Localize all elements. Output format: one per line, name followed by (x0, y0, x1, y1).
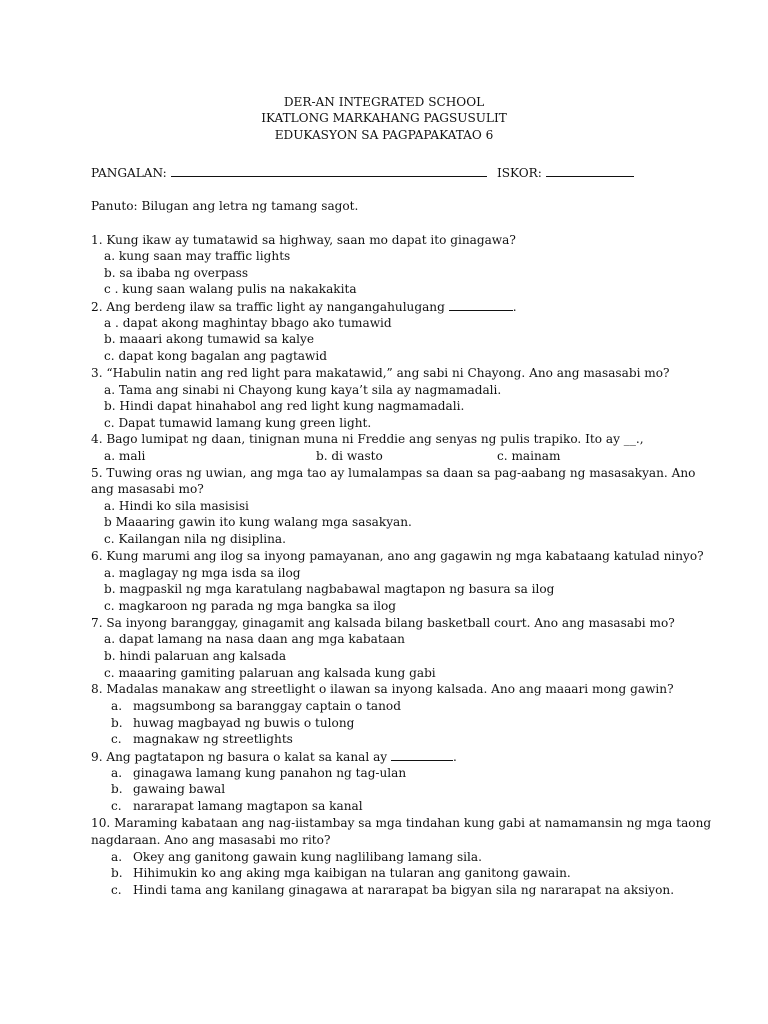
choice-10c-letter: c. (111, 883, 122, 897)
question-6: 6. Kung marumi ang ilog sa inyong pamayanan, ano ang gagawin ng mga kabataang katulad ninyo? (91, 549, 704, 563)
choice-4a[interactable]: a. mali (104, 449, 146, 463)
choice-9a-letter: a. (111, 766, 123, 780)
choice-9c-letter: c. (111, 799, 122, 813)
choice-9c[interactable]: nararapat lamang magtapon sa kanal (133, 799, 363, 813)
choice-8b[interactable]: huwag magbayad ng buwis o tulong (133, 716, 355, 730)
question-5-line-2: ang masasabi mo? (91, 482, 204, 496)
school-name: DER-AN INTEGRATED SCHOOL (283, 95, 485, 109)
question-10-line-2: nagdaraan. Ano ang masasabi mo rito? (91, 833, 331, 847)
choice-10b[interactable]: Hihimukin ko ang aking mga kaibigan na tularan ang ganitong gawain. (133, 866, 571, 880)
choice-7a[interactable]: a. dapat lamang na nasa daan ang mga kabataan (104, 632, 405, 646)
choice-6a[interactable]: a. maglagay ng mga isda sa ilog (104, 566, 301, 580)
choice-7b[interactable]: b. hindi palaruan ang kalsada (104, 649, 287, 663)
choice-8b-letter: b. (111, 716, 123, 730)
score-blank[interactable] (546, 165, 634, 177)
choice-6b[interactable]: b. magpaskil ng mga karatulang nagbabawal magtapon ng basura sa ilog (104, 582, 555, 596)
question-10-line-1: 10. Maraming kabataan ang nag-iistambay sa mga tindahan kung gabi at namamansin ng mga taong (91, 816, 712, 830)
choice-9a[interactable]: ginagawa lamang kung panahon ng tag-ulan (133, 766, 407, 780)
name-field (91, 165, 487, 181)
choice-4b[interactable]: b. di wasto (316, 449, 383, 463)
choice-10a-letter: a. (111, 850, 123, 864)
choice-9b-letter: b. (111, 782, 123, 796)
question-5-line-1: 5. Tuwing oras ng uwian, ang mga tao ay lumalampas sa daan sa pag-aabang ng masasakyan. Ano (91, 466, 696, 480)
choice-4c[interactable]: c. mainam (497, 449, 561, 463)
choice-1b[interactable]: b. sa ibaba ng overpass (104, 266, 249, 280)
question-4: 4. Bago lumipat ng daan, tinignan muna ni Freddie ang senyas ng pulis trapiko. Ito ay __., (91, 432, 644, 446)
answer-blank-9 (391, 749, 453, 761)
score-label: ISKOR: (497, 166, 542, 180)
question-3: 3. “Habulin natin ang red light para makatawid,” ang sabi ni Chayong. Ano ang masasabi mo? (91, 366, 670, 380)
choice-2c[interactable]: c. dapat kong bagalan ang pagtawid (104, 349, 327, 363)
choice-3a[interactable]: a. Tama ang sinabi ni Chayong kung kaya’t sila ay nagmamadali. (104, 383, 502, 397)
choice-2b[interactable]: b. maaari akong tumawid sa kalye (104, 332, 315, 346)
choice-2a[interactable]: a . dapat akong maghintay bbago ako tumawid (104, 316, 392, 330)
name-blank[interactable] (171, 165, 487, 177)
choice-5b[interactable]: b Maaaring gawin ito kung walang mga sasakyan. (104, 515, 412, 529)
choice-1c[interactable]: c . kung saan walang pulis na nakakakita (104, 282, 357, 296)
choice-10a[interactable]: Okey ang ganitong gawain kung naglilibang lamang sila. (133, 850, 482, 864)
choice-5a[interactable]: a. Hindi ko sila masisisi (104, 499, 249, 513)
subject-title: EDUKASYON SA PAGPAPAKATAO 6 (274, 128, 494, 142)
question-9: 9. Ang pagtatapon ng basura o kalat sa kanal ay . (91, 750, 457, 764)
choice-6c[interactable]: c. magkaroon ng parada ng mga bangka sa ilog (104, 599, 397, 613)
question-2: 2. Ang berdeng ilaw sa traffic light ay nangangahulugang . (91, 300, 517, 314)
answer-blank-2 (449, 299, 513, 311)
choice-8a[interactable]: magsumbong sa baranggay captain o tanod (133, 699, 401, 713)
question-7: 7. Sa inyong baranggay, ginagamit ang kalsada bilang basketball court. Ano ang masasabi mo? (91, 616, 675, 630)
choice-1a[interactable]: a. kung saan may traffic lights (104, 249, 291, 263)
choice-9b[interactable]: gawaing bawal (133, 782, 226, 796)
choice-7c[interactable]: c. maaaring gamiting palaruan ang kalsada kung gabi (104, 666, 436, 680)
choice-5c[interactable]: c. Kailangan nila ng disiplina. (104, 532, 286, 546)
choice-3b[interactable]: b. Hindi dapat hinahabol ang red light kung nagmamadali. (104, 399, 465, 413)
choice-8a-letter: a. (111, 699, 123, 713)
exam-title: IKATLONG MARKAHANG PAGSUSULIT (261, 111, 507, 125)
instructions: Panuto: Bilugan ang letra ng tamang sagot. (91, 199, 359, 213)
score-field (497, 165, 634, 181)
name-label: PANGALAN: (91, 166, 167, 180)
question-1: 1. Kung ikaw ay tumatawid sa highway, saan mo dapat ito ginagawa? (91, 233, 516, 247)
choice-10c[interactable]: Hindi tama ang kanilang ginagawa at nararapat ba bigyan sila ng nararapat na aksiyon. (133, 883, 675, 897)
choice-3c[interactable]: c. Dapat tumawid lamang kung green light. (104, 416, 372, 430)
choice-8c[interactable]: magnakaw ng streetlights (133, 732, 293, 746)
question-8: 8. Madalas manakaw ang streetlight o ilawan sa inyong kalsada. Ano ang maaari mong gawin? (91, 682, 674, 696)
choice-10b-letter: b. (111, 866, 123, 880)
choice-8c-letter: c. (111, 732, 122, 746)
